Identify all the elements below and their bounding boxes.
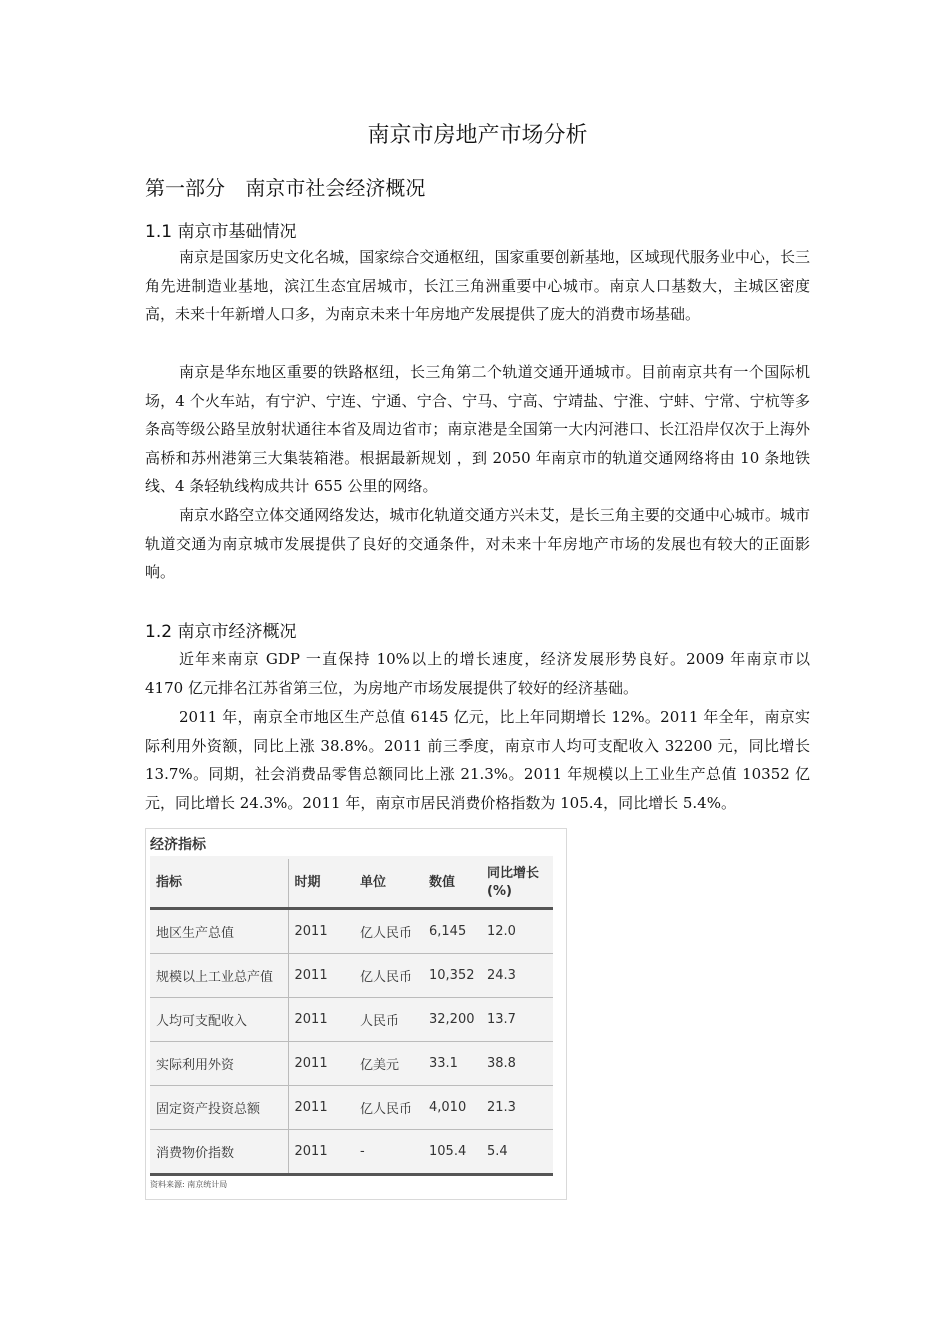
cell-value: 6,145 (423, 909, 481, 954)
paragraph-1-2-b: 2011 年，南京全市地区生产总值 6145 亿元，比上年同期增长 12%。2011 年全年，南京实际利用外资额，同比上涨 38.8%。2011 前三季度，南京市人均可支配收入 32200 元，同比增长 13.7%。同期，社会消费品零售总额同比上涨 21.3%。2011 年规模以上工业生产总值 10352 亿元，同比增长 24.3%。2011 年，南京市居民消费价格指数为 105.4，同比增长 5.4%。 (145, 708, 810, 812)
cell-growth: 12.0 (481, 909, 553, 954)
economic-indicators-table (150, 859, 553, 1176)
header-yoy-growth: 同比增长 (%) (481, 859, 553, 909)
table-row (150, 1042, 553, 1086)
cell-period: 2011 (288, 954, 354, 998)
cell-indicator: 地区生产总值 (150, 909, 288, 954)
table-row (150, 954, 553, 998)
cell-unit: 亿人民币 (354, 954, 423, 998)
paragraph-1-1-c: 南京水路空立体交通网络发达，城市化轨道交通方兴未艾，是长三角主要的交通中心城市。城市轨道交通为南京城市发展提供了良好的交通条件，对未来十年房地产市场的发展也有较大的正面影响。 (145, 506, 810, 581)
cell-period: 2011 (288, 1130, 354, 1175)
table-title: 经济指标 (150, 837, 206, 853)
cell-indicator: 固定资产投资总额 (150, 1086, 288, 1130)
cell-period: 2011 (288, 998, 354, 1042)
cell-growth: 24.3 (481, 954, 553, 998)
cell-unit: 亿人民币 (354, 1086, 423, 1130)
header-unit: 单位 (354, 859, 423, 909)
cell-growth: 38.8 (481, 1042, 553, 1086)
section-1-1-heading: 1.1 南京市基础情况 (145, 222, 297, 242)
cell-value: 4,010 (423, 1086, 481, 1130)
part1-heading: 第一部分 南京市社会经济概况 (145, 176, 426, 200)
cell-value: 10,352 (423, 954, 481, 998)
cell-unit: 亿人民币 (354, 909, 423, 954)
cell-value: 33.1 (423, 1042, 481, 1086)
cell-indicator: 实际利用外资 (150, 1042, 288, 1086)
table-row (150, 909, 553, 954)
cell-indicator: 人均可支配收入 (150, 998, 288, 1042)
paragraph-1-1-a: 南京是国家历史文化名城，国家综合交通枢纽，国家重要创新基地，区域现代服务业中心，长三角先进制造业基地，滨江生态宜居城市，长江三角洲重要中心城市。南京人口基数大，主城区密度高，未来十年新增人口多，为南京未来十年房地产发展提供了庞大的消费市场基础。 (145, 248, 810, 323)
header-period: 时期 (288, 859, 354, 909)
table-row (150, 1086, 553, 1130)
section-1-2-heading: 1.2 南京市经济概况 (145, 622, 297, 642)
table-source-note: 资料来源: 南京统计局 (150, 1180, 228, 1189)
economic-indicators-table-figure (145, 828, 567, 1200)
paragraph-1-2-a: 近年来南京 GDP 一直保持 10%以上的增长速度，经济发展形势良好。2009 年南京市以 4170 亿元排名江苏省第三位，为房地产市场发展提供了较好的经济基础。 (145, 650, 810, 697)
cell-unit: 人民币 (354, 998, 423, 1042)
cell-value: 105.4 (423, 1130, 481, 1175)
cell-growth: 5.4 (481, 1130, 553, 1175)
cell-growth: 13.7 (481, 998, 553, 1042)
cell-value: 32,200 (423, 998, 481, 1042)
header-indicator: 指标 (150, 859, 288, 909)
cell-indicator: 规模以上工业总产值 (150, 954, 288, 998)
cell-indicator: 消费物价指数 (150, 1130, 288, 1175)
table-row (150, 1130, 553, 1175)
cell-period: 2011 (288, 1042, 354, 1086)
table-header-row (150, 859, 553, 909)
cell-unit: - (354, 1130, 423, 1175)
document-title: 南京市房地产市场分析 (367, 123, 588, 148)
cell-unit: 亿美元 (354, 1042, 423, 1086)
cell-period: 2011 (288, 909, 354, 954)
table-row (150, 998, 553, 1042)
paragraph-1-1-b: 南京是华东地区重要的铁路枢纽，长三角第二个轨道交通开通城市。目前南京共有一个国际机场，4 个火车站，有宁沪、宁连、宁通、宁合、宁马、宁高、宁靖盐、宁淮、宁蚌、宁常、宁杭等多条高等级公路呈放射状通往本省及周边省市；南京港是全国第一大内河港口、长江沿岸仅次于上海外高桥和苏州港第三大集装箱港。根据最新规划 ，到 2050 年南京市的轨道交通网络将由 10 条地铁线、4 条轻轨线构成共计 655 公里的网络。 (145, 363, 810, 495)
cell-growth: 21.3 (481, 1086, 553, 1130)
cell-period: 2011 (288, 1086, 354, 1130)
header-value: 数值 (423, 859, 481, 909)
